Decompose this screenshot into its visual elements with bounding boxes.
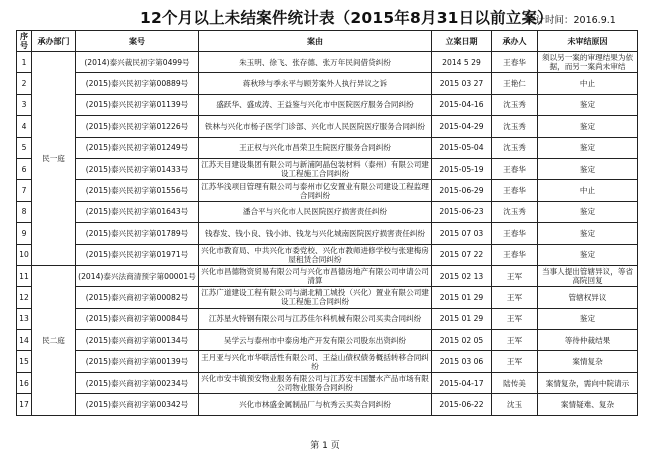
- cell-seq: 9: [17, 223, 32, 244]
- cell-cause: 盛跃华、盛成涛、王益鉴与兴化市中医院医疗服务合同纠纷: [199, 94, 432, 115]
- cell-seq: 13: [17, 308, 32, 329]
- cell-seq: 3: [17, 94, 32, 115]
- cell-cause: 钱春发、钱小良、钱小沛、钱龙与兴化城南医院医疗损害责任纠纷: [199, 223, 432, 244]
- cell-case-no: (2015)泰兴商初字第00084号: [76, 308, 199, 329]
- cell-date: 2015 07 22: [432, 244, 492, 265]
- cell-date: 2015 03 06: [432, 351, 492, 372]
- cell-reason: 中止: [538, 180, 638, 201]
- cell-seq: 17: [17, 394, 32, 415]
- cell-date: 2014 5 29: [432, 52, 492, 73]
- cell-date: 2015 02 13: [432, 265, 492, 286]
- cell-judge: 沈玉秀: [492, 94, 538, 115]
- cell-case-no: (2015)泰兴商初字第00082号: [76, 287, 199, 308]
- cell-seq: 8: [17, 201, 32, 222]
- cell-reason: 案情复杂，需向中院请示: [538, 372, 638, 393]
- cell-judge: 王春华: [492, 52, 538, 73]
- dept-civil-2: 民二庭: [32, 265, 76, 415]
- cell-judge: 沈玉秀: [492, 137, 538, 158]
- cell-case-no: (2015)泰兴民初字第01971号: [76, 244, 199, 265]
- table-row: [17, 137, 638, 158]
- header-judge: 承办人: [492, 31, 538, 52]
- page-number: 第 1 页: [310, 441, 340, 451]
- cell-date: 2015-06-29: [432, 180, 492, 201]
- cell-seq: 15: [17, 351, 32, 372]
- cell-reason: 鉴定: [538, 137, 638, 158]
- cell-date: 2015 01 29: [432, 308, 492, 329]
- cell-seq: 14: [17, 330, 32, 351]
- cell-case-no: (2015)泰兴商初字第00342号: [76, 394, 199, 415]
- cell-date: 2015-05-04: [432, 137, 492, 158]
- cell-cause: 朱玉明、徐飞、张存德、张万年民间借贷纠纷: [199, 52, 432, 73]
- cell-date: 2015-06-22: [432, 394, 492, 415]
- cell-cause: 吴学云与泰州市中泰房地产开发有限公司股东出资纠纷: [199, 330, 432, 351]
- table-row: [17, 308, 638, 329]
- cell-date: 2015-04-29: [432, 116, 492, 137]
- dept-civil-1: 民一庭: [32, 52, 76, 266]
- header-case-no: 案号: [76, 31, 199, 52]
- cell-seq: 2: [17, 73, 32, 94]
- cell-judge: 王春华: [492, 244, 538, 265]
- cell-case-no: (2015)泰兴民初字第01139号: [76, 94, 199, 115]
- cell-reason: 鉴定: [538, 244, 638, 265]
- cell-judge: 王春华: [492, 158, 538, 179]
- cell-date: 2015 02 05: [432, 330, 492, 351]
- cell-reason: 中止: [538, 73, 638, 94]
- cell-judge: 王春华: [492, 180, 538, 201]
- cell-reason: 管辖权异议: [538, 287, 638, 308]
- header-dept: 承办部门: [32, 31, 76, 52]
- cell-cause: 王正权与兴化市昌荣卫生院医疗服务合同纠纷: [199, 137, 432, 158]
- cell-date: 2015-05-19: [432, 158, 492, 179]
- cell-judge: 王军: [492, 287, 538, 308]
- cell-cause: 兴化市昌德物资贸易有限公司与兴化市昌德房地产有限公司申请公司清算: [199, 265, 432, 286]
- cell-cause: 江苏星火特钢有限公司与江苏佳尔科机械有限公司买卖合同纠纷: [199, 308, 432, 329]
- cell-date: 2015 07 03: [432, 223, 492, 244]
- cell-reason: 鉴定: [538, 158, 638, 179]
- cell-cause: 江苏天目建设集团有限公司与新浦阿晶包装材料（泰州）有限公司建设工程施工合同纠纷: [199, 158, 432, 179]
- table-row: [17, 265, 638, 286]
- table-row: [17, 52, 638, 73]
- cell-reason: 案情复杂: [538, 351, 638, 372]
- cell-reason: 须以另一案的审理结果为依据，而另一案尚未审结: [538, 52, 638, 73]
- cell-cause: 江苏广道建设工程有限公司与湖北精工城投（兴化）置业有限公司建设工程施工合同纠纷: [199, 287, 432, 308]
- cell-judge: 王军: [492, 265, 538, 286]
- cell-case-no: (2015)泰兴民初字第01226号: [76, 116, 199, 137]
- cell-case-no: (2014)泰兴法商清预字第00001号: [76, 265, 199, 286]
- cell-case-no: (2015)泰兴民初字第01789号: [76, 223, 199, 244]
- cell-cause: 铁林与兴化市杨子医学门诊部、兴化市人民医院医疗服务合同纠纷: [199, 116, 432, 137]
- cell-case-no: (2015)泰兴民初字第01556号: [76, 180, 199, 201]
- cell-reason: 鉴定: [538, 308, 638, 329]
- cell-case-no: (2015)泰兴民初字第00889号: [76, 73, 199, 94]
- document-title: 12个月以上未结案件统计表（2015年8月31日以前立案）: [140, 9, 553, 27]
- table-row: [17, 330, 638, 351]
- table-row: [17, 351, 638, 372]
- cell-judge: 王军: [492, 308, 538, 329]
- cell-judge: 王艳仁: [492, 73, 538, 94]
- cell-seq: 6: [17, 158, 32, 179]
- document-title-bar: [0, 4, 650, 32]
- cell-judge: 王军: [492, 351, 538, 372]
- cell-seq: 11: [17, 265, 32, 286]
- cell-cause: 潘合平与兴化市人民医院医疗损害责任纠纷: [199, 201, 432, 222]
- table-row: [17, 394, 638, 415]
- cell-seq: 5: [17, 137, 32, 158]
- cell-seq: 12: [17, 287, 32, 308]
- table-row: [17, 223, 638, 244]
- cell-case-no: (2015)泰兴民初字第01643号: [76, 201, 199, 222]
- header-row: [17, 31, 638, 52]
- cell-seq: 7: [17, 180, 32, 201]
- cell-cause: 兴化市教育局、中共兴化市委党校、兴化市教师进修学校与张建梅房屋租赁合同纠纷: [199, 244, 432, 265]
- cell-judge: 王军: [492, 330, 538, 351]
- cell-reason: 鉴定: [538, 201, 638, 222]
- table-row: [17, 158, 638, 179]
- cell-date: 2015-04-16: [432, 94, 492, 115]
- cell-cause: 江苏华浅项目管理有限公司与泰州市亿安置业有限公司建设工程监理合同纠纷: [199, 180, 432, 201]
- cell-judge: 陆传美: [492, 372, 538, 393]
- cell-judge: 沈玉秀: [492, 201, 538, 222]
- cell-seq: 10: [17, 244, 32, 265]
- cell-cause: 王月亚与兴化市华联活性有限公司、王益山债权债务概括转移合同纠纷: [199, 351, 432, 372]
- cell-reason: 鉴定: [538, 116, 638, 137]
- cell-seq: 1: [17, 52, 32, 73]
- table-row: [17, 372, 638, 393]
- cell-reason: 鉴定: [538, 223, 638, 244]
- table-row: [17, 201, 638, 222]
- header-reason: 未审结原因: [538, 31, 638, 52]
- cell-date: 2015 01 29: [432, 287, 492, 308]
- cell-cause: 兴化市林盛金属制品厂与杭秀云买卖合同纠纷: [199, 394, 432, 415]
- header-filing-date: 立案日期: [432, 31, 492, 52]
- cell-date: 2015 03 27: [432, 73, 492, 94]
- case-table: [16, 30, 638, 416]
- cell-date: 2015-04-17: [432, 372, 492, 393]
- cell-judge: 沈玉: [492, 394, 538, 415]
- cell-judge: 沈玉秀: [492, 116, 538, 137]
- cell-cause: 蒋秋珍与季永平与顾芳案外人执行异议之诉: [199, 73, 432, 94]
- header-cause: 案由: [199, 31, 432, 52]
- cell-date: 2015-06-23: [432, 201, 492, 222]
- cell-reason: 等待仲裁结果: [538, 330, 638, 351]
- cell-reason: 当事人提出管辖异议，等省高院回复: [538, 265, 638, 286]
- cell-cause: 兴化市安丰镇预安物业服务有限公司与江苏安丰国蟹水产品市场有限公司物业服务合同纠纷: [199, 372, 432, 393]
- cell-case-no: (2015)泰兴商初字第00134号: [76, 330, 199, 351]
- cell-judge: 王春华: [492, 223, 538, 244]
- cell-case-no: (2015)泰兴民初字第01249号: [76, 137, 199, 158]
- header-seq: 序号: [17, 31, 32, 52]
- cell-seq: 16: [17, 372, 32, 393]
- table-row: [17, 244, 638, 265]
- cell-case-no: (2014)泰兴裁民初字第0499号: [76, 52, 199, 73]
- cell-reason: 鉴定: [538, 94, 638, 115]
- cell-reason: 案情疑难、复杂: [538, 394, 638, 415]
- cell-case-no: (2015)泰兴商初字第00139号: [76, 351, 199, 372]
- table-row: [17, 73, 638, 94]
- table-row: [17, 116, 638, 137]
- cell-seq: 4: [17, 116, 32, 137]
- statistics-date: 统计时间：2016.9.1: [526, 15, 616, 26]
- cell-case-no: (2015)泰兴商初字第00234号: [76, 372, 199, 393]
- cell-case-no: (2015)泰兴民初字第01433号: [76, 158, 199, 179]
- table-row: [17, 287, 638, 308]
- table-row: [17, 94, 638, 115]
- table-row: [17, 180, 638, 201]
